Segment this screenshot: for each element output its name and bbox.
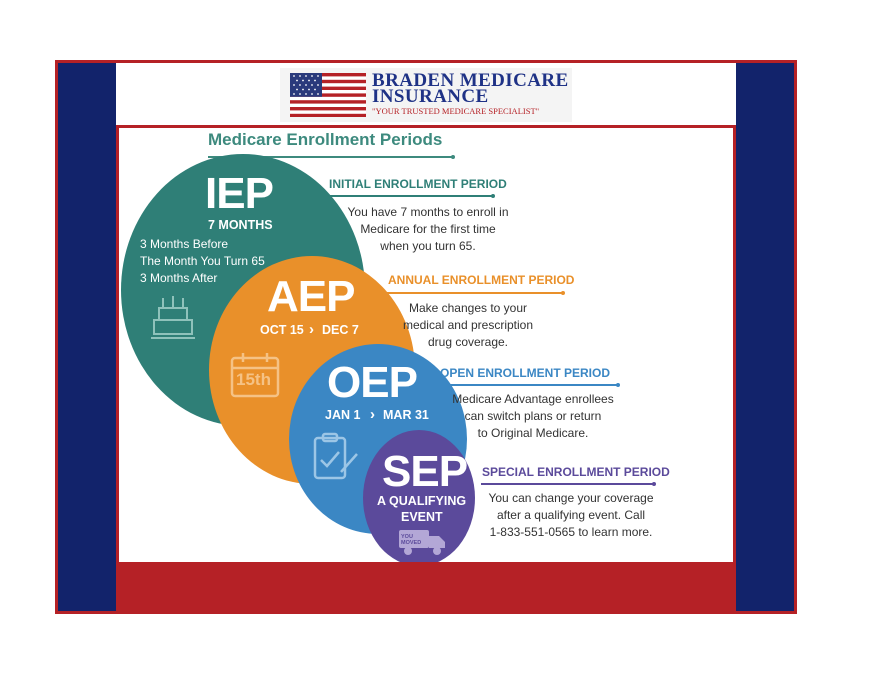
oep-heading-dot xyxy=(616,383,620,387)
sep-abbr: SEP xyxy=(382,447,468,496)
oep-desc-line-1: Medicare Advantage enrollees xyxy=(452,392,614,406)
brand-tagline: "YOUR TRUSTED MEDICARE SPECIALIST" xyxy=(372,106,540,116)
calendar-icon-label: 15th xyxy=(236,370,271,389)
iep-desc-line-1: You have 7 months to enroll in xyxy=(347,205,509,219)
aep-heading-dot xyxy=(561,291,565,295)
aep-abbr: AEP xyxy=(267,272,355,321)
right-navy-band xyxy=(736,63,794,611)
title-underline-dot xyxy=(451,155,455,159)
oep-desc-line-3: to Original Medicare. xyxy=(477,426,589,440)
iep-desc xyxy=(343,204,513,255)
iep-desc-line-3: when you turn 65. xyxy=(380,239,476,253)
brand-name-line1: BRADEN MEDICARE xyxy=(372,70,569,91)
aep-desc-line-2: medical and prescription xyxy=(402,318,534,332)
left-navy-band xyxy=(58,63,116,611)
oep-desc-line-2: can switch plans or return xyxy=(464,409,602,423)
oep-range-end: MAR 31 xyxy=(383,408,429,422)
sep-desc xyxy=(481,490,661,541)
iep-heading-rule xyxy=(328,195,492,197)
sep-subtitle-line2: EVENT xyxy=(401,510,443,524)
iep-subtitle: 7 MONTHS xyxy=(208,218,273,232)
oep-heading: OPEN ENROLLMENT PERIOD xyxy=(440,366,611,380)
iep-detail-2: The Month You Turn 65 xyxy=(140,254,265,268)
sep-subtitle-line1: A QUALIFYING xyxy=(377,494,467,508)
american-flag-icon xyxy=(290,73,366,117)
sep-desc-line-3: 1-833-551-0565 to learn more. xyxy=(489,525,653,539)
iep-desc-line-2: Medicare for the first time xyxy=(360,222,496,236)
brand-name-line2: INSURANCE xyxy=(372,86,489,107)
aep-heading: ANNUAL ENROLLMENT PERIOD xyxy=(388,273,575,287)
sep-heading-dot xyxy=(652,482,656,486)
oep-abbr: OEP xyxy=(327,358,417,407)
iep-detail-3: 3 Months After xyxy=(140,271,218,285)
infographic-title: Medicare Enrollment Periods xyxy=(208,130,443,149)
iep-detail-1: 3 Months Before xyxy=(140,237,229,251)
birthday-cake-icon xyxy=(151,294,195,346)
aep-range-end: DEC 7 xyxy=(322,323,359,337)
oep-range-start: JAN 1 xyxy=(325,408,361,422)
aep-desc-line-1: Make changes to your xyxy=(408,301,528,315)
aep-heading-rule xyxy=(387,292,562,294)
sep-heading-rule xyxy=(481,483,653,485)
aep-range-start: OCT 15 xyxy=(260,323,304,337)
clipboard-check-icon xyxy=(311,432,361,484)
oep-range-arrow: › xyxy=(370,406,375,423)
oep-desc xyxy=(445,391,621,442)
sep-desc-line-1: You can change your coverage xyxy=(488,491,654,505)
aep-range-arrow: › xyxy=(309,321,314,338)
footer-band xyxy=(116,565,736,611)
sep-desc-line-2: after a qualifying event. Call xyxy=(496,508,646,522)
iep-heading: INITIAL ENROLLMENT PERIOD xyxy=(329,177,507,191)
aep-desc xyxy=(393,300,543,351)
company-logo xyxy=(280,68,572,122)
moving-truck-icon-label: YOU MOVED xyxy=(401,534,422,546)
enrollment-infographic xyxy=(119,128,733,562)
oep-heading-rule xyxy=(439,384,617,386)
iep-abbr: IEP xyxy=(205,169,273,218)
aep-desc-line-3: drug coverage. xyxy=(427,335,509,349)
iep-heading-dot xyxy=(491,194,495,198)
sep-heading: SPECIAL ENROLLMENT PERIOD xyxy=(482,465,670,479)
